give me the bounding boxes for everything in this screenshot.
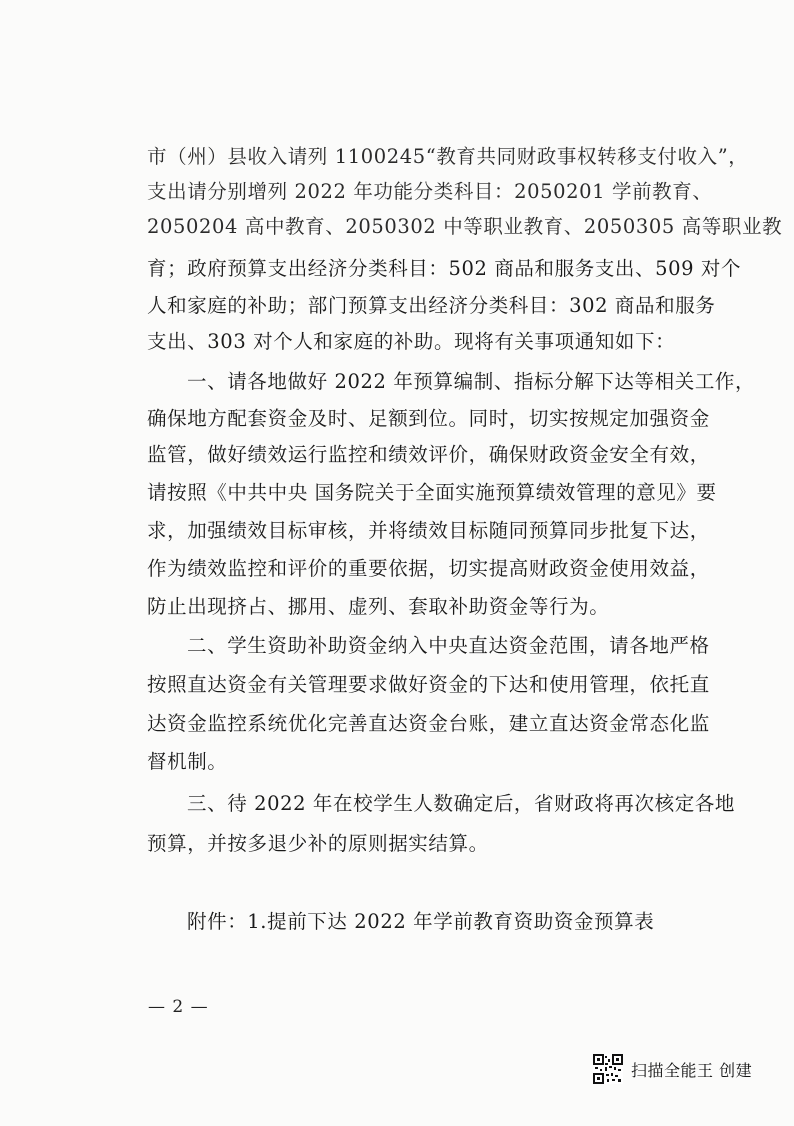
paragraph-two-start: 二、学生资助补助资金纳入中央直达资金范围，请各地严格 [187, 634, 710, 657]
text-line: 2050204 高中教育、2050302 中等职业教育、2050305 高等职业教 [147, 215, 783, 238]
scanner-label: 扫描全能王 创建 [631, 1060, 753, 1080]
text-line: 监管，做好绩效运行监控和绩效评价，确保财政资金安全有效， [147, 443, 710, 466]
text-line: 预算，并按多退少补的原则据实结算。 [147, 832, 489, 855]
text-line: 作为绩效监控和评价的重要依据，切实提高财政资金使用效益， [147, 557, 710, 580]
page-number: — 2 — [148, 997, 209, 1017]
text-line: 求，加强绩效目标审核，并将绩效目标随同预算同步批复下达， [147, 519, 710, 542]
qr-code-icon [593, 1054, 623, 1084]
text-line: 防止出现挤占、挪用、虚列、套取补助资金等行为。 [147, 595, 610, 618]
text-line: 请按照《中共中央 国务院关于全面实施预算绩效管理的意见》要 [147, 481, 717, 504]
text-line: 支出、303 对个人和家庭的补助。现将有关事项通知如下： [147, 330, 676, 353]
paragraph-three-start: 三、待 2022 年在校学生人数确定后，省财政将再次核定各地 [187, 792, 736, 815]
text-line: 按照直达资金有关管理要求做好资金的下达和使用管理，依托直 [147, 673, 710, 696]
text-line: 人和家庭的补助；部门预算支出经济分类科目：302 商品和服务 [147, 294, 716, 317]
text-line: 达资金监控系统优化完善直达资金台账，建立直达资金常态化监 [147, 712, 710, 735]
text-line: 市（州）县收入请列 1100245“教育共同财政事权转移支付收入”， [147, 145, 749, 168]
paragraph-one-start: 一、请各地做好 2022 年预算编制、指标分解下达等相关工作， [187, 370, 756, 393]
attachment-line: 附件：1.提前下达 2022 年学前教育资助资金预算表 [187, 910, 655, 933]
text-line: 支出请分别增列 2022 年功能分类科目：2050201 学前教育、 [147, 180, 713, 203]
scanner-watermark [593, 1054, 752, 1084]
text-line: 督机制。 [147, 750, 228, 773]
text-line: 确保地方配套资金及时、足额到位。同时，切实按规定加强资金 [147, 407, 710, 430]
text-line: 育；政府预算支出经济分类科目：502 商品和服务支出、509 对个 [147, 257, 742, 280]
